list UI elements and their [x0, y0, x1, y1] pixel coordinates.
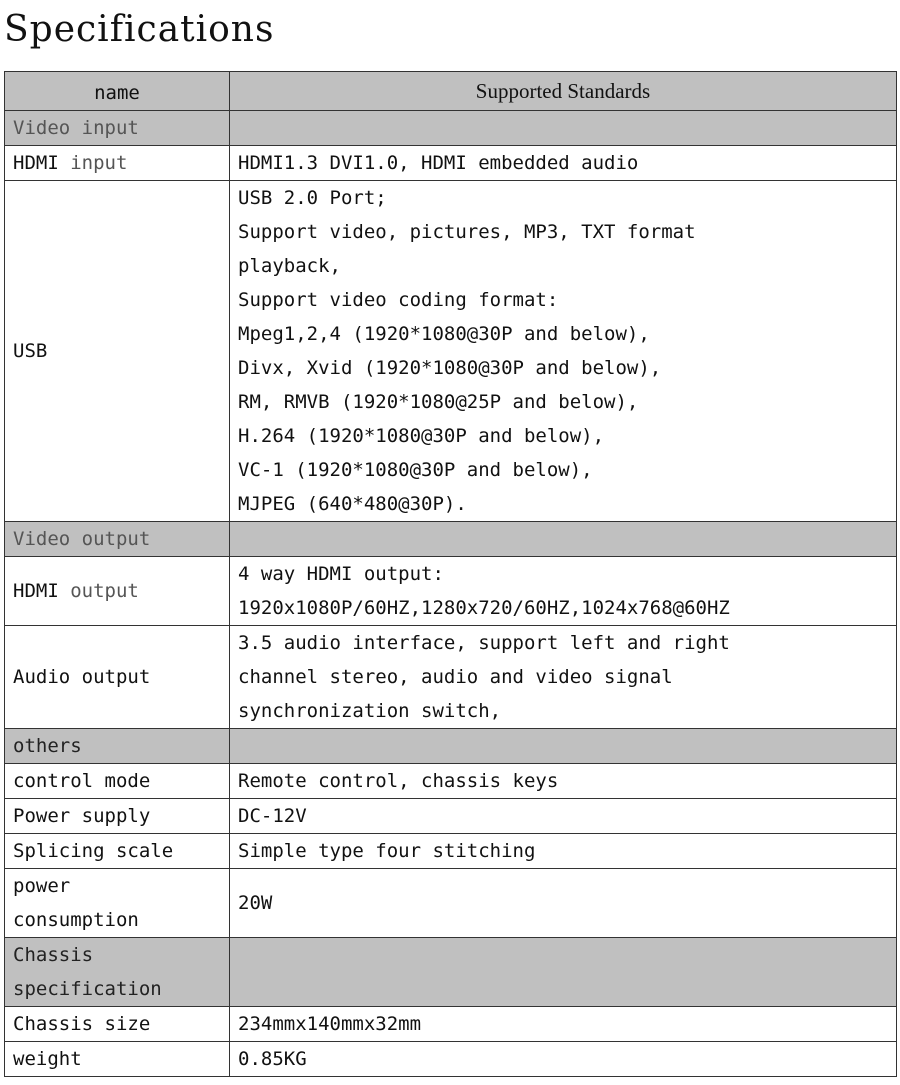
spec-value-line: channel stereo, audio and video signal — [238, 666, 673, 688]
spec-value-line: 1920x1080P/60HZ,1280x720/60HZ,1024x768@60HZ — [238, 597, 730, 619]
specifications-table — [4, 71, 897, 1077]
table-row — [5, 1042, 897, 1077]
spec-value — [230, 626, 897, 729]
spec-value: Simple type four stitching — [230, 834, 897, 869]
spec-name: Power supply — [5, 799, 230, 834]
spec-value-line: synchronization switch, — [238, 700, 502, 722]
page-title: Specifications — [4, 9, 275, 50]
spec-name: HDMI input — [5, 146, 230, 181]
section-empty-cell — [230, 938, 897, 1007]
spec-name: weight — [5, 1042, 230, 1077]
section-row-video-output — [5, 522, 897, 557]
spec-value — [230, 181, 897, 522]
spec-value-line: VC-1 (1920*1080@30P and below), — [238, 459, 593, 481]
spec-name-line: consumption — [13, 909, 139, 931]
spec-value-line: USB 2.0 Port; — [238, 187, 387, 209]
spec-name: Splicing scale — [5, 834, 230, 869]
table-row — [5, 181, 897, 522]
spec-value-line: playback, — [238, 255, 341, 277]
spec-name: control mode — [5, 764, 230, 799]
spec-value: DC-12V — [230, 799, 897, 834]
spec-value-line: Support video coding format: — [238, 289, 559, 311]
spec-name: Chassis size — [5, 1007, 230, 1042]
spec-name: Audio output — [5, 626, 230, 729]
spec-value: 20W — [230, 869, 897, 938]
section-label: Video input — [5, 111, 230, 146]
section-empty-cell — [230, 111, 897, 146]
spec-value-line: MJPEG (640*480@30P). — [238, 493, 467, 515]
section-label-line: Chassis — [13, 944, 94, 966]
spec-name — [5, 869, 230, 938]
section-empty-cell — [230, 522, 897, 557]
section-label-line: specification — [13, 978, 162, 1000]
column-header-standards: Supported Standards — [230, 72, 897, 111]
spec-name: HDMI output — [5, 557, 230, 626]
spec-value-line: 4 way HDMI output: — [238, 563, 444, 585]
spec-value-line: RM, RMVB (1920*1080@25P and below), — [238, 391, 639, 413]
spec-value: 234mmx140mmx32mm — [230, 1007, 897, 1042]
table-row — [5, 869, 897, 938]
spec-value: 0.85KG — [230, 1042, 897, 1077]
spec-value-line: Mpeg1,2,4 (1920*1080@30P and below), — [238, 323, 650, 345]
spec-value-line: Divx, Xvid (1920*1080@30P and below), — [238, 357, 662, 379]
table-row — [5, 146, 897, 181]
spec-value-line: 3.5 audio interface, support left and right — [238, 632, 730, 654]
section-empty-cell — [230, 729, 897, 764]
section-row-video-input — [5, 111, 897, 146]
spec-value-line: Support video, pictures, MP3, TXT format — [238, 221, 696, 243]
column-header-name: name — [5, 72, 230, 111]
spec-value — [230, 557, 897, 626]
table-row — [5, 557, 897, 626]
spec-value: HDMI1.3 DVI1.0, HDMI embedded audio — [230, 146, 897, 181]
table-row — [5, 799, 897, 834]
section-row-others — [5, 729, 897, 764]
spec-value: Remote control, chassis keys — [230, 764, 897, 799]
spec-value-line: H.264 (1920*1080@30P and below), — [238, 425, 605, 447]
spec-name-line: power — [13, 875, 71, 897]
spec-name: USB — [5, 181, 230, 522]
section-row-chassis-specification — [5, 938, 897, 1007]
section-label: others — [5, 729, 230, 764]
table-row — [5, 1007, 897, 1042]
table-row — [5, 626, 897, 729]
table-row — [5, 764, 897, 799]
table-row — [5, 834, 897, 869]
section-label: Video output — [5, 522, 230, 557]
table-header-row — [5, 72, 897, 111]
section-label — [5, 938, 230, 1007]
table-body — [5, 111, 897, 1077]
